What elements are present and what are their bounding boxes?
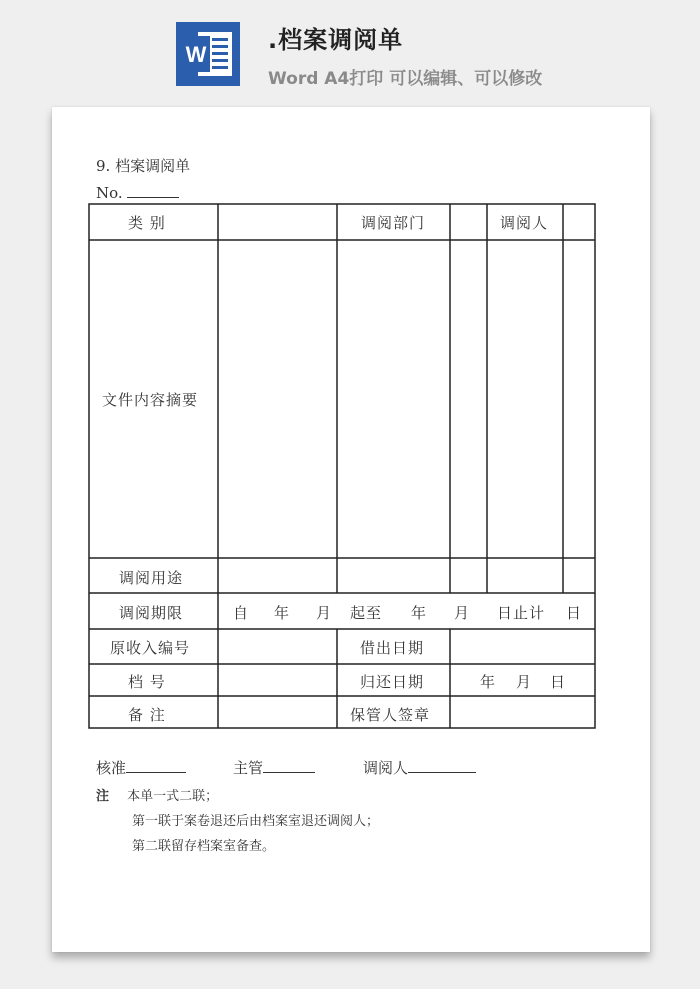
period-year-2: 年	[411, 604, 428, 622]
department-label: 调阅部门	[361, 214, 426, 232]
return-day: 日	[550, 673, 567, 691]
document-page	[52, 107, 650, 952]
document-subtitle: Word A4打印 可以编辑、可以修改	[268, 69, 543, 89]
period-month-2: 月	[454, 604, 471, 622]
reader-blank[interactable]	[408, 758, 476, 773]
period-start: 起至	[350, 604, 383, 622]
period-days: 日	[566, 604, 583, 622]
reader-sign-label: 调阅人	[363, 759, 409, 777]
remarks-label: 备 注	[128, 706, 166, 724]
original-number-label: 原收入编号	[110, 639, 191, 657]
supervisor-label: 主管	[233, 759, 264, 777]
approve-label: 核准	[96, 759, 127, 777]
reader-signature	[363, 757, 476, 778]
period-month-1: 月	[316, 604, 333, 622]
notes-text-1: 本单一式二联；	[127, 789, 219, 804]
section-title: 9. 档案调阅单	[96, 157, 191, 175]
borrow-date-label: 借出日期	[360, 639, 425, 657]
notes-line-2: 第一联于案卷退还后由档案室退还调阅人；	[132, 814, 380, 829]
notes-line-3: 第二联留存档案室备查。	[132, 839, 276, 854]
period-day-total: 日止计	[497, 604, 546, 622]
number-label: No.	[96, 184, 123, 202]
keeper-sign-label: 保管人签章	[350, 706, 431, 724]
supervisor-blank[interactable]	[263, 758, 315, 773]
document-title: .档案调阅单	[268, 26, 404, 54]
word-icon-letter: W	[185, 42, 207, 67]
number-blank[interactable]	[127, 183, 179, 198]
summary-label: 文件内容摘要	[102, 391, 199, 409]
word-document-icon	[176, 22, 240, 86]
approve-signature	[96, 757, 186, 778]
supervisor-signature	[233, 757, 315, 778]
notes-label: 注	[96, 789, 110, 804]
category-label: 类 别	[128, 214, 166, 232]
period-label: 调阅期限	[119, 604, 184, 622]
return-month: 月	[516, 673, 533, 691]
approve-blank[interactable]	[126, 758, 186, 773]
notes-line-1	[96, 785, 218, 804]
number-line	[96, 183, 179, 202]
period-year-1: 年	[274, 604, 291, 622]
file-number-label: 档 号	[128, 673, 166, 691]
period-from: 自	[233, 604, 250, 622]
return-year: 年	[480, 673, 497, 691]
reader-label: 调阅人	[500, 214, 549, 232]
return-date-label: 归还日期	[360, 673, 425, 691]
purpose-label: 调阅用途	[119, 569, 184, 587]
header	[0, 0, 700, 100]
